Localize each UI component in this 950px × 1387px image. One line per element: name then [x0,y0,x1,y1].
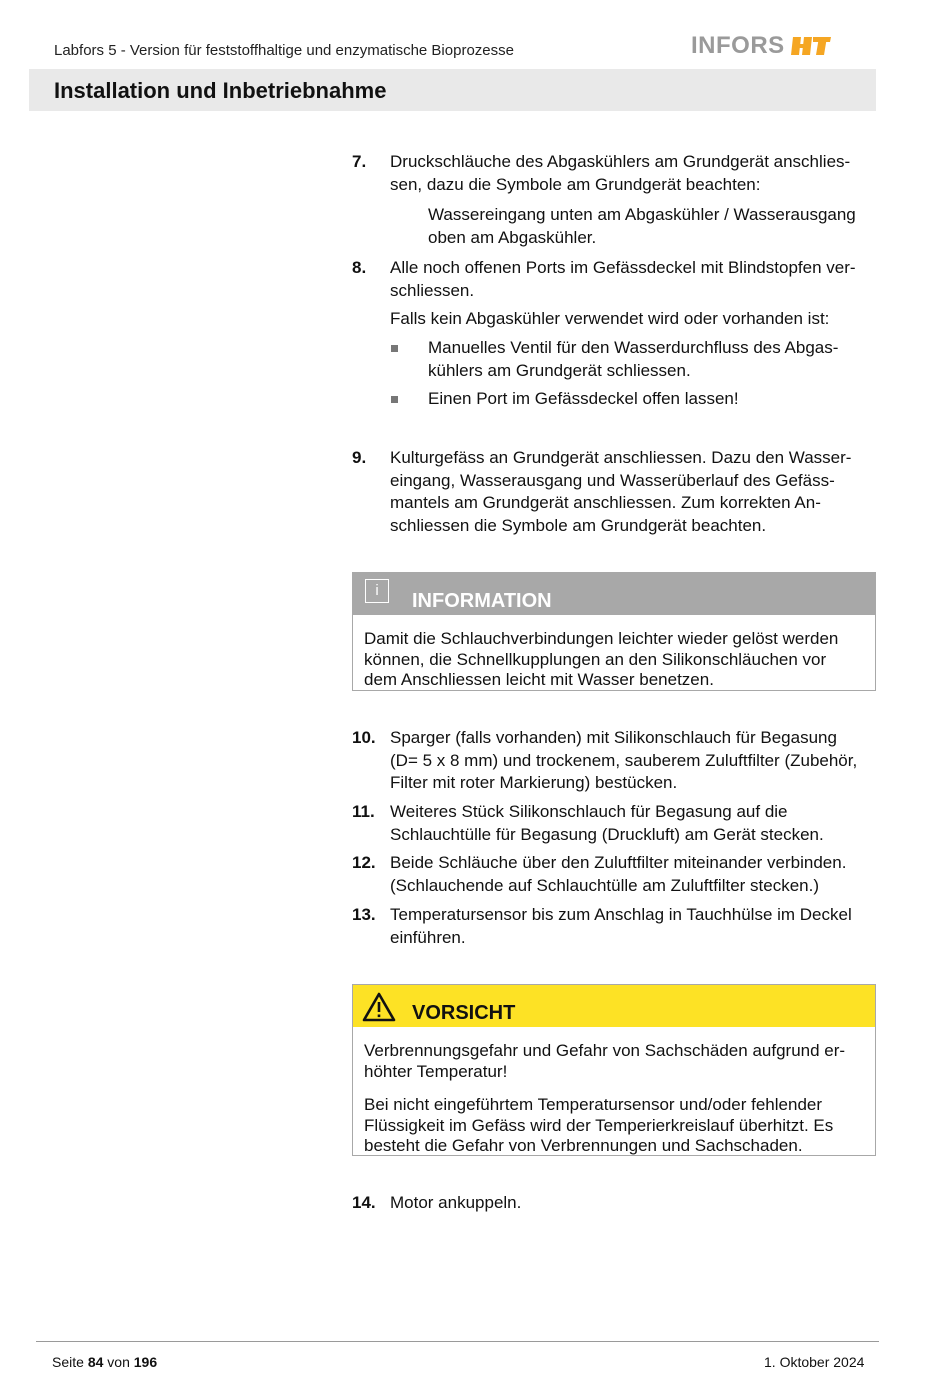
step-number: 11. [352,802,375,821]
step-text-line: schliessen die Symbole am Grundgerät beachten. [390,515,767,535]
section-header-band [29,69,876,111]
step-number: 12. [352,853,376,872]
document-header-title: Labfors 5 - Version für feststoffhaltige und enzymatische Bioprozesse [54,42,514,59]
step-text-line: Filter mit roter Markierung) bestücken. [390,773,678,792]
bullet-text-line: Manuelles Ventil für den Wasserdurchfluss des Abgas- [428,338,839,357]
info-icon: i [365,579,389,603]
caution-text-line: Flüssigkeit im Gefäss wird der Temperierkreislauf überhitzt. Es [364,1115,834,1135]
step-text-line: Schlauchtülle für Begasung (Druckluft) am Gerät stecken. [390,824,824,844]
warning-triangle-icon [362,992,396,1022]
information-body [364,629,869,691]
step-text-line: Sparger (falls vorhanden) mit Silikonschlauch für Begasung [390,728,837,747]
step-text-line: Motor ankuppeln. [390,1193,522,1212]
footer-date: 1. Oktober 2024 [764,1354,865,1370]
infors-ht-logo [691,33,831,59]
step-number: 13. [352,905,376,924]
step-text-line: (D= 5 x 8 mm) und trockenem, sauberem Zuluftfilter (Zubehör, [390,750,858,770]
page-current: 84 [87,1354,104,1370]
information-text-line: Damit die Schlauchverbindungen leichter wieder gelöst werden [364,629,839,648]
section-title: Installation und Inbetriebnahme [54,78,387,103]
information-title: INFORMATION [412,590,552,612]
caution-body-paragraph-1 [364,1041,869,1082]
information-text-line: dem Anschliessen leicht mit Wasser benetzen. [364,670,714,689]
step-text-line: mantels am Grundgerät anschliessen. Zum korrekten An- [390,493,821,512]
bullet-text-line: Einen Port im Gefässdeckel offen lassen! [428,389,739,408]
step-text-line: sen, dazu die Symbole am Grundgerät beachten: [390,174,761,194]
page-number [52,1354,157,1370]
caution-body-paragraph-2 [364,1095,869,1157]
logo-ht-mark-icon [791,33,831,59]
subnote-line: Wassereingang unten am Abgaskühler / Wasserausgang [428,205,856,224]
page-total: 196 [133,1354,158,1370]
caution-text-line: besteht die Gefahr von Verbrennungen und Sachschaden. [364,1136,803,1155]
step-number: 10. [352,728,376,747]
square-bullet-icon [391,396,398,403]
step-number: 8. [352,258,367,277]
caution-text-line: höhter Temperatur! [364,1061,508,1081]
logo-wordmark: INFORS [691,32,785,59]
step-8-note: Falls kein Abgaskühler verwendet wird oder vorhanden ist: [390,309,830,328]
caution-text-line: Bei nicht eingeführtem Temperatursensor und/oder fehlender [364,1095,823,1114]
step-text-line: Temperatursensor bis zum Anschlag in Tauchhülse im Deckel [390,905,852,924]
step-text-line: Kulturgefäss an Grundgerät anschliessen. Dazu den Wasser- [390,448,852,467]
step-number: 14. [352,1193,376,1212]
step-text-line: einführen. [390,927,466,947]
step-number: 7. [352,152,367,171]
step-text-line: (Schlauchende auf Schlauchtülle am Zuluftfilter stecken.) [390,875,820,895]
square-bullet-icon [391,345,398,352]
step-text-line: eingang, Wasserausgang und Wasserüberlauf des Gefäss- [390,470,835,490]
caution-box-header [353,985,875,1027]
step-7-subnote [428,204,856,249]
step-text-line: Druckschläuche des Abgaskühlers am Grundgerät anschlies- [390,152,851,171]
information-box-header [353,573,875,615]
step-text-line: Alle noch offenen Ports im Gefässdeckel mit Blindstopfen ver- [390,258,856,277]
step-number: 9. [352,448,367,467]
step-text-line: schliessen. [390,280,475,300]
step-text-line: Beide Schläuche über den Zuluftfilter miteinander verbinden. [390,853,847,872]
step-text-line: Weiteres Stück Silikonschlauch für Begasung auf die [390,802,788,821]
information-box [352,572,876,691]
caution-box [352,984,876,1156]
footer-divider [36,1341,879,1342]
caution-title: VORSICHT [412,1002,516,1024]
caution-text-line: Verbrennungsgefahr und Gefahr von Sachschäden aufgrund er- [364,1041,846,1060]
page-prefix: Seite [52,1354,84,1370]
page-separator: von [107,1354,130,1370]
information-text-line: können, die Schnellkupplungen an den Silikonschläuchen vor [364,649,827,669]
subnote-line: oben am Abgaskühler. [428,227,597,247]
bullet-text-line: kühlers am Grundgerät schliessen. [428,360,691,380]
